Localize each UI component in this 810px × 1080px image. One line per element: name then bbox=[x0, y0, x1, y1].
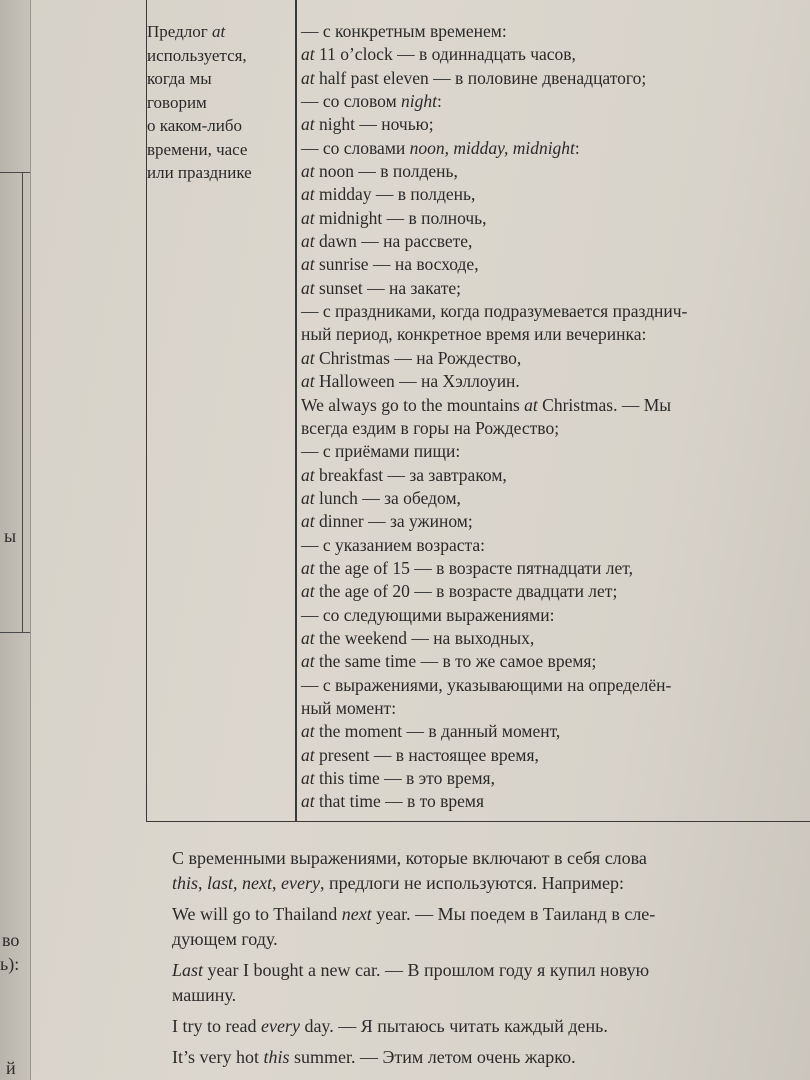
italic-term: at bbox=[301, 464, 315, 485]
italic-term: at bbox=[301, 721, 315, 742]
text-run: I try to read bbox=[172, 1016, 261, 1036]
usage-example-line bbox=[297, 207, 810, 230]
italic-term: at bbox=[301, 44, 315, 65]
text-run: Предлог bbox=[147, 22, 212, 41]
text-run: — со словом bbox=[301, 91, 402, 112]
usage-example-line bbox=[297, 557, 810, 580]
text-run: или празднике bbox=[147, 163, 252, 182]
adjacent-text-fragment: ы bbox=[4, 526, 17, 546]
body-line bbox=[172, 871, 802, 896]
text-run: используется, bbox=[147, 45, 247, 65]
text-run: present — в настоящее время, bbox=[314, 744, 539, 765]
usage-example-line bbox=[297, 323, 810, 346]
usage-example-line bbox=[297, 277, 810, 300]
text-run: , предлоги не используются. Например: bbox=[319, 873, 625, 893]
text-run: the moment — в данный момент, bbox=[314, 721, 561, 742]
rule-description-line bbox=[147, 161, 295, 185]
text-run: the age of 20 — в возрасте двадцати лет; bbox=[314, 581, 618, 602]
text-run: машину. bbox=[172, 985, 237, 1005]
italic-term: at bbox=[301, 627, 315, 648]
adjacent-text-fragment: ь): bbox=[0, 954, 20, 974]
italic-term: at bbox=[301, 347, 315, 368]
body-line bbox=[172, 902, 802, 927]
usage-example-line bbox=[297, 720, 810, 743]
text-run: , bbox=[198, 873, 208, 893]
usage-example-line bbox=[297, 43, 810, 66]
italic-term: noon, midday, midnight bbox=[409, 137, 575, 158]
text-run: noon — в полдень, bbox=[314, 161, 458, 182]
usage-example-line bbox=[297, 697, 810, 720]
italic-term: at bbox=[301, 651, 315, 672]
usage-example-line bbox=[297, 67, 810, 90]
text-run: that time — в то время bbox=[314, 791, 485, 812]
rule-description-cell bbox=[147, 0, 295, 185]
usage-example-line bbox=[297, 487, 810, 510]
text-run: year I bought a new car. — В прошлом году я купил новую bbox=[203, 960, 650, 980]
text-run: — с праздниками, когда подразумевается празднич- bbox=[301, 301, 688, 322]
text-run: ный период, конкретное время или вечеринка: bbox=[301, 324, 647, 345]
usage-example-line bbox=[297, 440, 810, 463]
text-run: the same time — в то же самое время; bbox=[314, 651, 597, 672]
italic-term: at bbox=[301, 511, 315, 532]
italic-term: at bbox=[211, 22, 226, 41]
usage-example-line bbox=[297, 464, 810, 487]
usage-example-line bbox=[297, 253, 810, 276]
text-run: Halloween — на Хэллоуин. bbox=[314, 371, 520, 392]
body-line bbox=[172, 846, 802, 871]
text-run: sunrise — на восходе, bbox=[314, 254, 479, 275]
italic-term: at bbox=[301, 67, 315, 88]
text-run: Christmas. — Мы bbox=[537, 394, 672, 415]
text-run: , bbox=[272, 873, 282, 893]
italic-term: at bbox=[301, 744, 315, 765]
italic-term: at bbox=[301, 161, 315, 182]
rule-description-line bbox=[147, 138, 295, 162]
text-run: day. — Я пытаюсь читать каждый день. bbox=[299, 1016, 608, 1036]
adjacent-table-rule bbox=[0, 172, 30, 173]
italic-term: night bbox=[401, 91, 438, 112]
text-run: dinner — за ужином; bbox=[314, 511, 473, 532]
text-run: — со словами bbox=[301, 137, 410, 158]
usage-example-line bbox=[297, 347, 810, 370]
usage-example-line bbox=[297, 744, 810, 767]
text-run: всегда ездим в горы на Рождество; bbox=[301, 417, 560, 438]
text-run: summer. — Этим летом очень жарко. bbox=[289, 1047, 576, 1067]
text-run: We will go to Thailand bbox=[172, 904, 342, 924]
text-run: the age of 15 — в возрасте пятнадцати лет, bbox=[314, 557, 634, 578]
text-run: о каком-либо bbox=[147, 116, 243, 135]
text-run: — со следующими выражениями: bbox=[301, 604, 555, 625]
text-run: midday — в полдень, bbox=[314, 184, 476, 205]
text-run: half past eleven — в половине двенадцатого; bbox=[314, 67, 647, 88]
text-run: — с указанием возраста: bbox=[301, 534, 485, 555]
italic-term: at bbox=[301, 487, 315, 508]
italic-term: this bbox=[172, 873, 199, 893]
adjacent-table-border bbox=[22, 172, 23, 632]
text-run: breakfast — за завтраком, bbox=[314, 464, 507, 485]
italic-term: Last bbox=[172, 960, 204, 980]
usage-example-line bbox=[297, 674, 810, 697]
text-run: It’s very hot bbox=[172, 1047, 264, 1067]
usage-example-line bbox=[297, 394, 810, 417]
italic-term: at bbox=[301, 114, 315, 135]
text-run: дующем году. bbox=[172, 929, 278, 949]
usage-example-line bbox=[297, 604, 810, 627]
italic-term: this bbox=[263, 1047, 290, 1067]
usage-example-line bbox=[297, 650, 810, 673]
usage-example-line bbox=[297, 534, 810, 557]
adjacent-page-edge bbox=[0, 0, 31, 1080]
italic-term: at bbox=[301, 581, 315, 602]
usage-example-line bbox=[297, 300, 810, 323]
italic-term: at bbox=[301, 768, 315, 788]
adjacent-table-rule bbox=[0, 632, 30, 633]
text-run: 11 o’clock — в одиннадцать часов, bbox=[314, 44, 576, 65]
usage-example-line bbox=[297, 790, 810, 813]
italic-term: at bbox=[524, 394, 538, 415]
italic-term: at bbox=[301, 231, 315, 252]
text-run: когда мы bbox=[147, 69, 212, 88]
rule-description-line bbox=[147, 91, 295, 115]
usage-example-line bbox=[297, 20, 810, 43]
italic-term: every bbox=[281, 873, 320, 893]
usage-example-line bbox=[297, 230, 810, 253]
text-run: : bbox=[574, 137, 580, 158]
text-run: lunch — за обедом, bbox=[314, 487, 461, 508]
text-run: Christmas — на Рождество, bbox=[314, 347, 522, 368]
usage-example-line bbox=[297, 183, 810, 206]
text-run: — с приёмами пищи: bbox=[301, 441, 461, 462]
preposition-at-table bbox=[146, 0, 810, 822]
text-run: midnight — в полночь, bbox=[314, 207, 487, 228]
usage-example-line bbox=[297, 580, 810, 603]
adjacent-text-fragment: во bbox=[2, 930, 20, 950]
italic-term: next bbox=[341, 904, 372, 924]
text-run: night — ночью; bbox=[314, 114, 434, 135]
italic-term: last bbox=[207, 873, 234, 893]
usage-example-line bbox=[297, 627, 810, 650]
text-run: говорим bbox=[147, 92, 207, 112]
body-line bbox=[172, 958, 802, 983]
usage-example-line bbox=[297, 137, 810, 160]
text-run: — с выражениями, указывающими на определён- bbox=[301, 674, 672, 695]
usage-example-line bbox=[297, 113, 810, 136]
text-run: — с конкретным временем: bbox=[301, 21, 507, 41]
text-run: sunset — на закате; bbox=[314, 277, 462, 298]
text-run: We always go to the mountains bbox=[301, 394, 525, 415]
italic-term: at bbox=[301, 277, 315, 298]
usage-example-line bbox=[297, 160, 810, 183]
italic-term: every bbox=[260, 1016, 300, 1036]
text-run: , bbox=[233, 873, 243, 893]
italic-term: at bbox=[301, 371, 315, 392]
usage-examples-cell bbox=[297, 20, 810, 814]
adjacent-text-fragment: й bbox=[6, 1058, 16, 1078]
text-run: dawn — на рассвете, bbox=[314, 231, 473, 252]
text-run: времени, часе bbox=[147, 139, 248, 159]
text-run: this time — в это время, bbox=[314, 768, 495, 788]
text-run: ный момент: bbox=[301, 697, 397, 718]
italic-term: at bbox=[301, 254, 315, 275]
body-line bbox=[172, 1045, 802, 1070]
text-run: year. — Мы поедем в Таиланд в сле- bbox=[371, 904, 656, 924]
italic-term: at bbox=[301, 184, 315, 205]
italic-term: next bbox=[242, 873, 273, 893]
body-line bbox=[172, 927, 802, 952]
usage-example-line bbox=[297, 767, 810, 790]
body-line bbox=[172, 1014, 802, 1039]
italic-term: at bbox=[301, 791, 315, 812]
usage-example-line bbox=[297, 417, 810, 440]
rule-description-line bbox=[147, 114, 295, 138]
rule-description-line bbox=[147, 44, 295, 68]
text-run: the weekend — на выходных, bbox=[314, 627, 535, 648]
usage-example-line bbox=[297, 370, 810, 393]
italic-term: at bbox=[301, 557, 315, 578]
body-paragraph bbox=[172, 846, 802, 1070]
usage-example-line bbox=[297, 510, 810, 533]
italic-term: at bbox=[301, 207, 315, 228]
usage-example-line bbox=[297, 90, 810, 113]
text-run: С временными выражениями, которые включают в себя слова bbox=[172, 848, 647, 868]
body-line bbox=[172, 983, 802, 1008]
text-run: : bbox=[437, 91, 442, 112]
rule-description-line bbox=[147, 20, 295, 44]
rule-description-line bbox=[147, 67, 295, 91]
